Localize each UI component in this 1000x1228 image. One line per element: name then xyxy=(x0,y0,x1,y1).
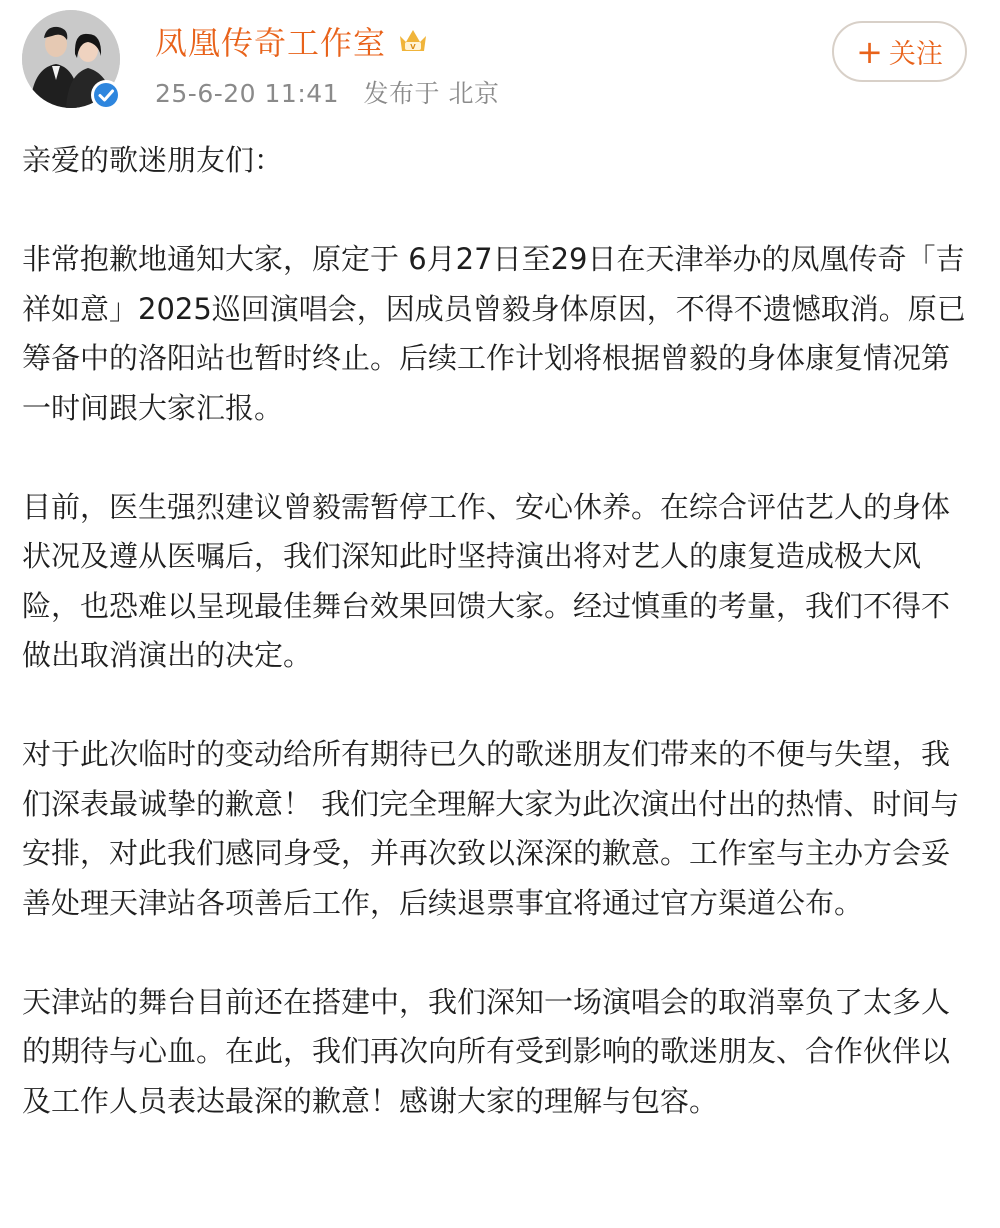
post-body xyxy=(22,136,972,1176)
post-meta xyxy=(155,74,515,110)
vip-crown-icon[interactable] xyxy=(396,24,430,58)
post-paragraph: 非常抱歉地通知大家，原定于 6月27日至29日在天津举办的凤凰传奇「吉祥如意」2025巡回演唱会，因成员曾毅身体原因，不得不遗憾取消。原已筹备中的洛阳站也暂时终止。后续工作计划将根据曾毅的身体康复情况第一时间跟大家汇报。 xyxy=(22,242,966,425)
author-row xyxy=(155,18,430,64)
post-paragraph: 对于此次临时的变动给所有期待已久的歌迷朋友们带来的不便与失望，我们深表最诚挚的歉意！ 我们完全理解大家为此次演出付出的热情、时间与安排，对此我们感同身受，并再次致以深深的歉意。工作室与主办方会妥善处理天津站各项善后工作，后续退票事宜将通过官方渠道公布。 xyxy=(22,737,960,920)
follow-label: 关注 xyxy=(888,39,943,70)
post-location: 发布于 北京 xyxy=(363,79,500,108)
author-name[interactable]: 凤凰传奇工作室 xyxy=(155,24,387,62)
post-header xyxy=(0,0,1000,120)
post-paragraph: 天津站的舞台目前还在搭建中，我们深知一场演唱会的取消辜负了太多人的期待与心血。在此，我们再次向所有受到影响的歌迷朋友、合作伙伴以及工作人员表达最深的歉意！感谢大家的理解与包容。 xyxy=(22,984,951,1118)
post-timestamp: 25-6-20 11:41 xyxy=(155,79,340,108)
post-paragraph: 目前，医生强烈建议曾毅需暂停工作、安心休养。在综合评估艺人的身体状况及遵从医嘱后，我们深知此时坚持演出将对艺人的康复造成极大风险，也恐难以呈现最佳舞台效果回馈大家。经过慎重的考量，我们不得不做出取消演出的决定。 xyxy=(22,489,951,672)
svg-text:V: V xyxy=(410,43,416,51)
verified-badge-icon xyxy=(91,80,121,110)
plus-icon: + xyxy=(856,32,883,71)
post-greeting: 亲爱的歌迷朋友们： xyxy=(22,143,284,177)
verified-badge xyxy=(91,80,121,110)
follow-button[interactable] xyxy=(832,21,967,82)
